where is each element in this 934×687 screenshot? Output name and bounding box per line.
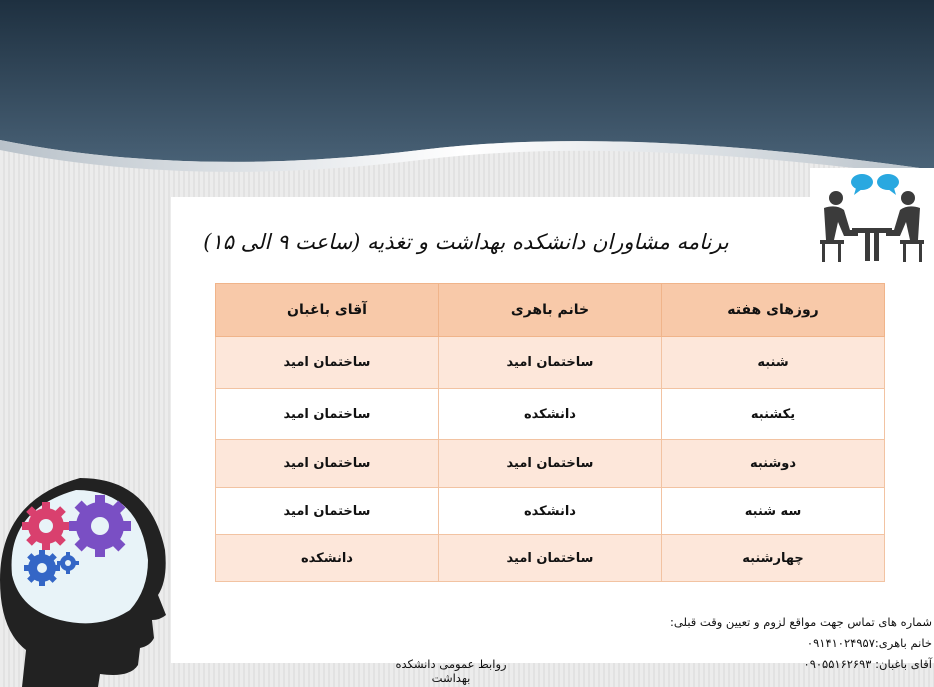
- bahery-cell: ساختمان امید: [439, 535, 662, 582]
- day-cell: چهارشنبه: [662, 535, 885, 582]
- header-weekdays: روزهای هفته: [662, 284, 885, 337]
- table-row: [216, 488, 885, 535]
- schedule-table: [215, 283, 885, 582]
- baghban-cell: ساختمان امید: [216, 389, 439, 440]
- baghban-cell: ساختمان امید: [216, 337, 439, 389]
- bahery-cell: دانشکده: [439, 389, 662, 440]
- header-banner: [0, 0, 934, 200]
- meeting-people-icon: [810, 168, 934, 268]
- head-gears-icon: [0, 470, 175, 687]
- table-header-row: [216, 284, 885, 337]
- footer-credit: روابط عمومی دانشکده بهداشت: [395, 657, 507, 685]
- day-cell: شنبه: [662, 337, 885, 389]
- table-row: [216, 337, 885, 389]
- baghban-cell: دانشکده: [216, 535, 439, 582]
- bahery-cell: دانشکده: [439, 488, 662, 535]
- table-row: [216, 389, 885, 440]
- day-cell: یکشنبه: [662, 389, 885, 440]
- day-cell: دوشنبه: [662, 440, 885, 488]
- contact-info: [632, 612, 932, 675]
- page-title: برنامه مشاوران دانشکده بهداشت و تغذیه (ساعت ۹ الی ۱۵): [203, 230, 729, 254]
- contact-heading: شماره های تماس جهت مواقع لزوم و تعیین وقت قبلی:: [670, 615, 932, 629]
- baghban-cell: ساختمان امید: [216, 488, 439, 535]
- bahery-cell: ساختمان امید: [439, 440, 662, 488]
- bahery-cell: ساختمان امید: [439, 337, 662, 389]
- contact-phone-bahery: خانم باهری:۰۹۱۴۱۰۲۴۹۵۷: [806, 636, 932, 650]
- contact-phone-baghban: آقای باغبان: ۰۹۰۵۵۱۶۲۶۹۳: [803, 657, 932, 671]
- table-row: [216, 440, 885, 488]
- header-baghban: آقای باغبان: [216, 284, 439, 337]
- table-row: [216, 535, 885, 582]
- header-bahery: خانم باهری: [439, 284, 662, 337]
- day-cell: سه شنبه: [662, 488, 885, 535]
- baghban-cell: ساختمان امید: [216, 440, 439, 488]
